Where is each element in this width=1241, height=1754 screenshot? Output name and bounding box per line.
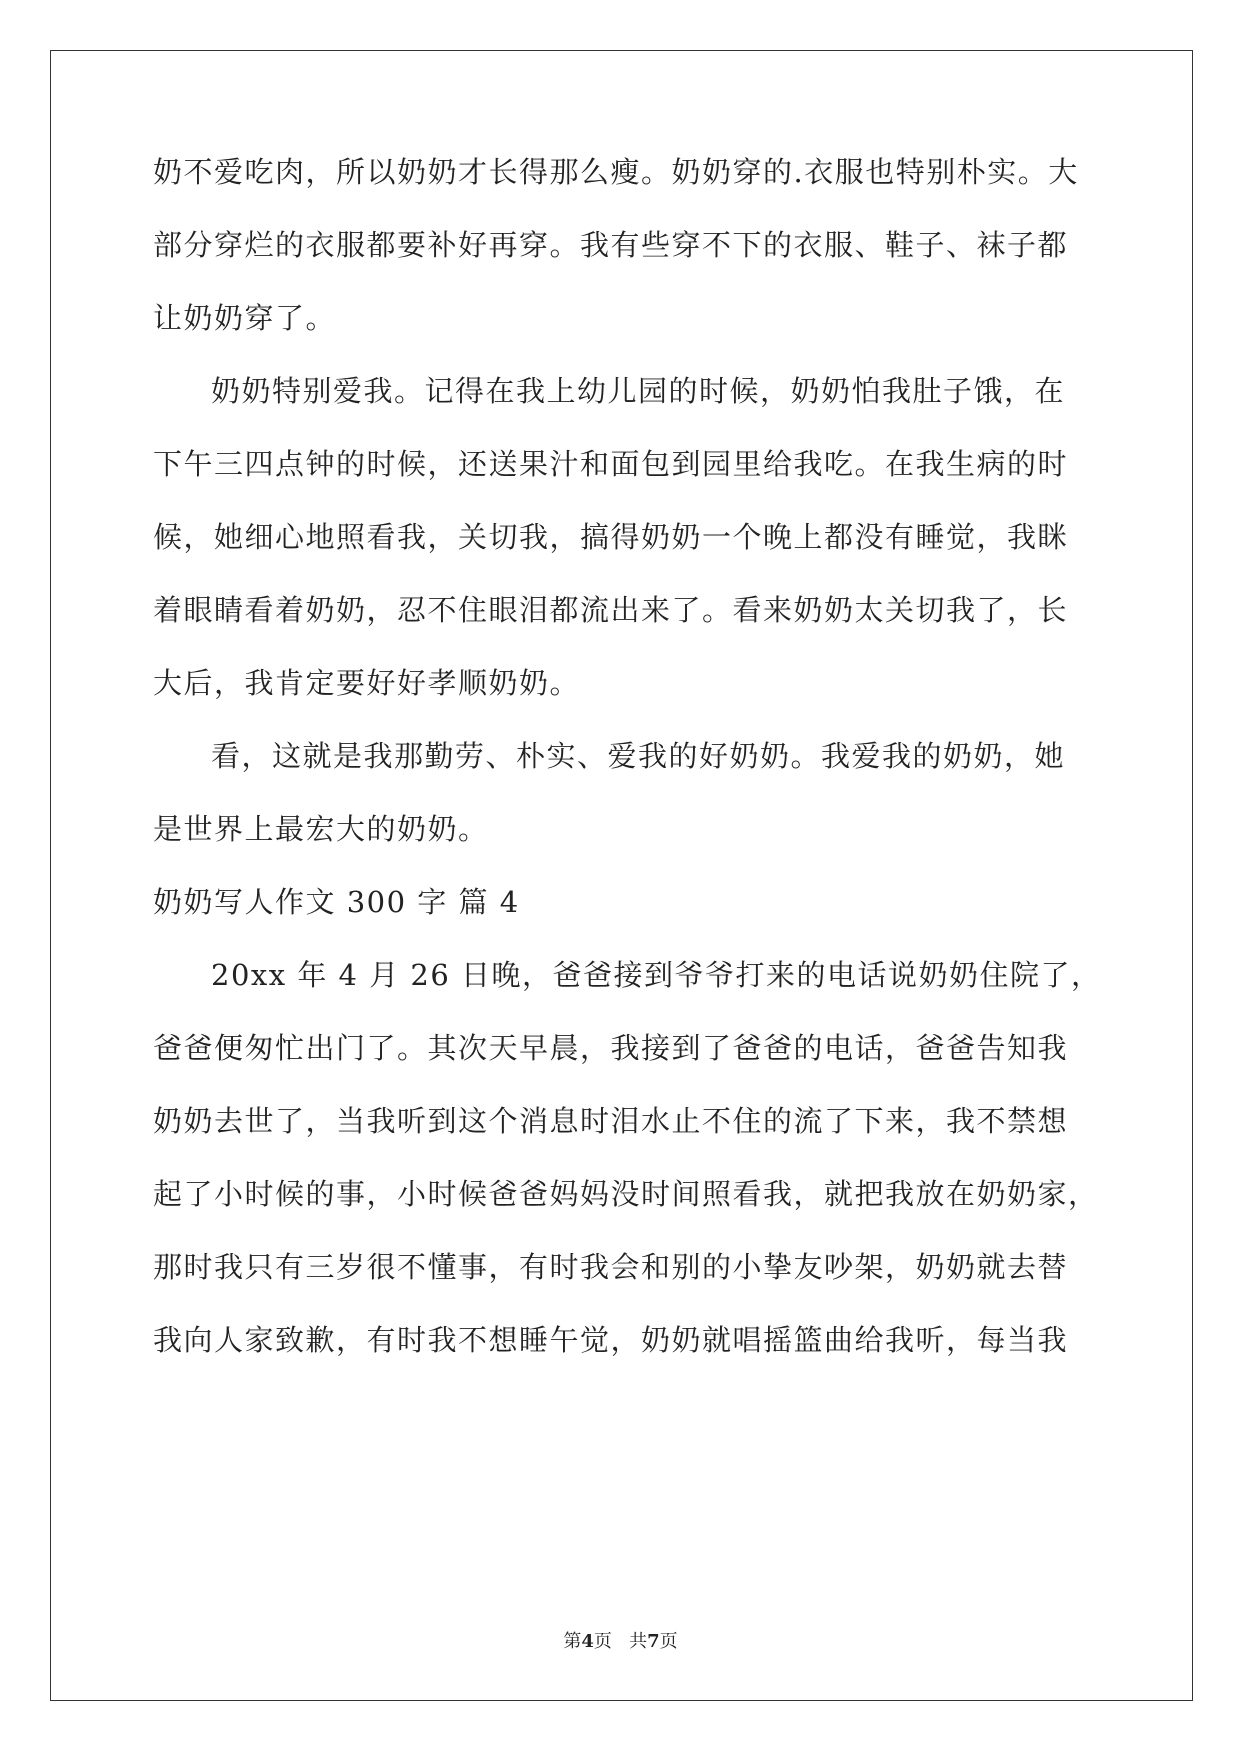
body-line-16: 那时我只有三岁很不懂事，有时我会和别的小挚友吵架，奶奶就去替 xyxy=(153,1250,1069,1284)
body-line-14: 奶奶去世了，当我听到这个消息时泪水止不住的流了下来，我不禁想 xyxy=(153,1104,1069,1138)
body-line-7: 着眼睛看着奶奶，忍不住眼泪都流出来了。看来奶奶太关切我了，长 xyxy=(153,593,1069,627)
body-line-4: 奶奶特别爱我。记得在我上幼儿园的时候，奶奶怕我肚子饿，在 xyxy=(211,374,1066,408)
body-line-6: 候，她细心地照看我，关切我，搞得奶奶一个晚上都没有睡觉，我眯 xyxy=(153,520,1069,554)
body-line-13: 爸爸便匆忙出门了。其次天早晨，我接到了爸爸的电话，爸爸告知我 xyxy=(153,1031,1069,1065)
body-line-17: 我向人家致歉，有时我不想睡午觉，奶奶就唱摇篮曲给我听，每当我 xyxy=(153,1323,1069,1357)
footer-current-page: 4 xyxy=(581,1631,594,1652)
body-line-5: 下午三四点钟的时候，还送果汁和面包到园里给我吃。在我生病的时 xyxy=(153,447,1069,481)
body-line-12: 20xx 年 4 月 26 日晚，爸爸接到爷爷打来的电话说奶奶住院了， xyxy=(211,958,1102,992)
body-line-2: 部分穿烂的衣服都要补好再穿。我有些穿不下的衣服、鞋子、袜子都 xyxy=(153,228,1069,262)
footer-total-pages: 7 xyxy=(647,1631,660,1652)
body-line-9: 看，这就是我那勤劳、朴实、爱我的好奶奶。我爱我的奶奶，她 xyxy=(211,739,1066,773)
body-line-3: 让奶奶穿了。 xyxy=(153,301,337,335)
body-line-10: 是世界上最宏大的奶奶。 xyxy=(153,812,489,846)
footer-total-prefix: 共 xyxy=(629,1631,648,1652)
footer-prefix: 第 xyxy=(563,1631,582,1652)
body-line-8: 大后，我肯定要好好孝顺奶奶。 xyxy=(153,666,581,700)
section-heading: 奶奶写人作文 300 字 篇 4 xyxy=(153,885,520,919)
footer-page-unit: 页 xyxy=(593,1631,612,1652)
body-line-1: 奶不爱吃肉，所以奶奶才长得那么瘦。奶奶穿的.衣服也特别朴实。大 xyxy=(153,155,1079,189)
body-line-15: 起了小时候的事，小时候爸爸妈妈没时间照看我，就把我放在奶奶家， xyxy=(153,1177,1099,1211)
footer-total-unit: 页 xyxy=(659,1631,678,1652)
page-footer xyxy=(0,1630,1241,1654)
